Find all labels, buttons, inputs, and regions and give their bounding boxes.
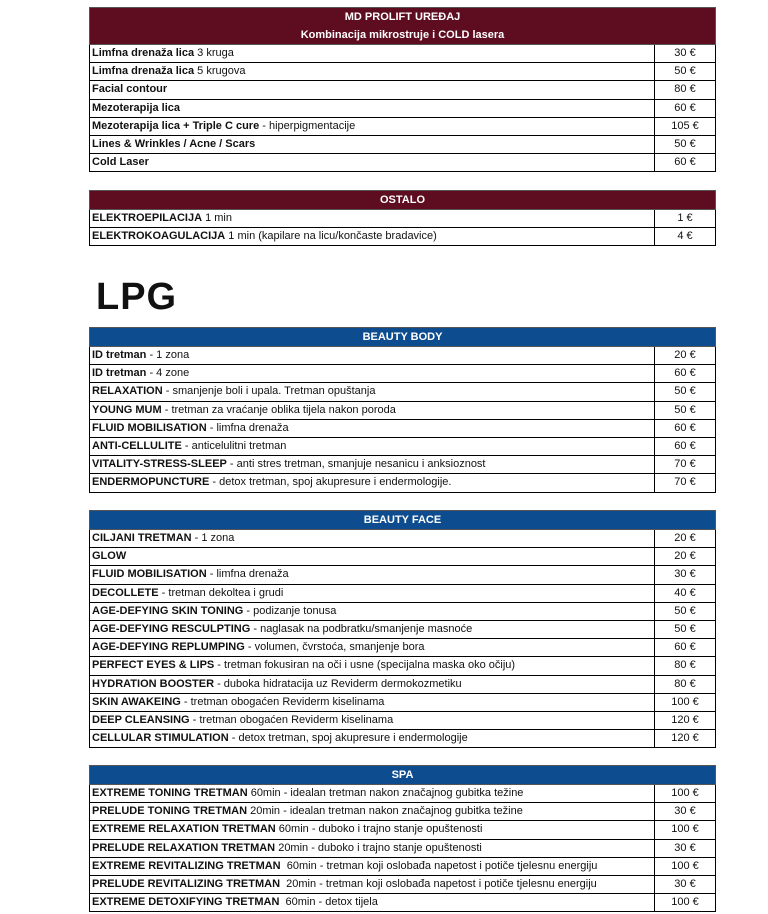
treatment-price: 105 €	[654, 118, 715, 135]
treatment-description	[90, 821, 654, 838]
treatment-description	[90, 365, 654, 382]
price-row	[89, 456, 716, 474]
treatment-description	[90, 548, 654, 565]
treatment-price: 30 €	[654, 803, 715, 820]
price-row	[89, 676, 716, 694]
treatment-price: 100 €	[654, 894, 715, 911]
treatment-price: 60 €	[654, 420, 715, 437]
spa-table	[89, 765, 716, 912]
treatment-price: 100 €	[654, 821, 715, 838]
treatment-name: Limfna drenaža lica	[92, 47, 195, 59]
treatment-name: Lines & Wrinkles / Acne / Scars	[92, 137, 256, 150]
price-row	[89, 840, 716, 858]
treatment-name: FLUID MOBILISATION	[92, 421, 207, 434]
treatment-price: 100 €	[654, 858, 715, 875]
price-row	[89, 730, 716, 748]
md-prolift-title: MD PROLIFT UREĐAJ	[344, 11, 461, 23]
treatment-detail: - hiperpigmentacije	[259, 119, 356, 132]
treatment-detail: - limfna drenaža	[206, 568, 289, 581]
treatment-name: YOUNG MUM	[92, 403, 162, 416]
treatment-detail: - tretman obogaćen Reviderm kiselinama	[180, 695, 385, 708]
treatment-description	[90, 639, 654, 656]
treatment-description	[90, 694, 654, 711]
treatment-detail: 20min - tretman koji oslobađa napetost i potiče tjelesnu energiju	[280, 877, 597, 890]
treatment-name: ID tretman	[92, 367, 147, 380]
treatment-price: 30 €	[654, 566, 715, 583]
price-row	[89, 639, 716, 657]
treatment-description	[90, 603, 654, 620]
spa-header	[89, 765, 716, 785]
treatment-detail: - detox tretman, spoj akupresure i endermologije	[228, 732, 468, 745]
treatment-price: 20 €	[654, 548, 715, 565]
treatment-name: AGE-DEFYING SKIN TONING	[92, 604, 244, 617]
treatment-description	[90, 210, 654, 227]
treatment-price: 50 €	[654, 383, 715, 400]
treatment-detail: 60min - tretman koji oslobađa napetost i potiče tjelesnu energiju	[280, 859, 598, 872]
beauty-body-table	[89, 327, 716, 493]
treatment-price: 50 €	[654, 621, 715, 638]
price-row	[89, 383, 716, 401]
treatment-detail: - naglasak na podbratku/smanjenje masnoće	[250, 622, 473, 635]
price-row	[89, 876, 716, 894]
ostalo-rows	[89, 210, 716, 246]
treatment-detail: - 1 zona	[146, 349, 190, 361]
treatment-name: ANTI-CELLULITE	[92, 439, 182, 452]
treatment-name: ELEKTROKOAGULACIJA	[92, 230, 226, 243]
price-row	[89, 566, 716, 584]
treatment-price: 40 €	[654, 585, 715, 602]
price-row	[89, 210, 716, 228]
treatment-price: 80 €	[654, 657, 715, 674]
treatment-detail: 60min - detox tijela	[279, 896, 378, 909]
treatment-name: PERFECT EYES & LIPS	[92, 659, 215, 672]
spa-title: SPA	[391, 769, 414, 781]
price-row	[89, 585, 716, 603]
price-row	[89, 154, 716, 172]
treatment-detail: 1 min (kapilare na licu/končaste bradavice)	[225, 230, 437, 243]
treatment-description	[90, 228, 654, 245]
ostalo-table	[89, 190, 716, 246]
treatment-detail: 20min - idealan tretman nakon značajnog gubitka težine	[247, 805, 523, 818]
ostalo-header	[89, 190, 716, 210]
treatment-price: 30 €	[654, 876, 715, 893]
price-row	[89, 100, 716, 118]
treatment-name: PRELUDE TONING TRETMAN	[92, 805, 248, 818]
treatment-description	[90, 530, 654, 547]
treatment-price: 60 €	[654, 100, 715, 117]
treatment-description	[90, 876, 654, 893]
treatment-detail: - 1 zona	[191, 532, 235, 544]
treatment-price: 1 €	[654, 210, 715, 227]
treatment-name: RELAXATION	[92, 385, 163, 398]
price-row	[89, 474, 716, 492]
treatment-description	[90, 45, 654, 62]
treatment-description	[90, 383, 654, 400]
treatment-price: 20 €	[654, 347, 715, 364]
treatment-description	[90, 785, 654, 802]
treatment-description	[90, 118, 654, 135]
treatment-description	[90, 154, 654, 171]
treatment-name: Mezoterapija lica	[92, 101, 181, 114]
treatment-description	[90, 474, 654, 491]
treatment-name: CELLULAR STIMULATION	[92, 732, 229, 745]
treatment-detail: 60min - duboko i trajno stanje opuštenosti	[275, 823, 483, 836]
treatment-description	[90, 840, 654, 857]
price-row	[89, 118, 716, 136]
price-row	[89, 63, 716, 81]
treatment-name: PRELUDE RELAXATION TRETMAN	[92, 841, 276, 854]
treatment-description	[90, 894, 654, 911]
md-prolift-subtitle: Kombinacija mikrostruje i COLD lasera	[300, 29, 505, 41]
beauty-face-title: BEAUTY FACE	[363, 514, 442, 526]
treatment-price: 30 €	[654, 840, 715, 857]
treatment-name: GLOW	[92, 550, 127, 563]
treatment-price: 60 €	[654, 365, 715, 382]
treatment-detail: 20min - duboko i trajno stanje opuštenosti	[275, 841, 482, 854]
treatment-detail: 60min - idealan tretman nakon značajnog gubitka težine	[247, 787, 524, 799]
treatment-detail: 3 kruga	[194, 47, 234, 59]
treatment-name: EXTREME DETOXIFYING TRETMAN	[92, 896, 280, 909]
treatment-price: 70 €	[654, 474, 715, 491]
treatment-price: 50 €	[654, 63, 715, 80]
treatment-description	[90, 803, 654, 820]
treatment-description	[90, 402, 654, 419]
treatment-detail: - anticelulitni tretman	[181, 439, 287, 452]
price-row	[89, 785, 716, 803]
price-row	[89, 81, 716, 99]
treatment-description	[90, 136, 654, 153]
price-row	[89, 694, 716, 712]
treatment-price: 100 €	[654, 785, 715, 802]
beauty-face-rows	[89, 530, 716, 748]
treatment-price: 50 €	[654, 402, 715, 419]
spa-rows	[89, 785, 716, 912]
price-row	[89, 228, 716, 246]
treatment-name: Facial contour	[92, 83, 168, 96]
treatment-price: 30 €	[654, 45, 715, 62]
price-row	[89, 438, 716, 456]
treatment-name: FLUID MOBILISATION	[92, 568, 207, 581]
treatment-name: PRELUDE REVITALIZING TRETMAN	[92, 877, 281, 890]
treatment-detail: - podizanje tonusa	[243, 604, 337, 617]
treatment-detail: 5 krugova	[194, 65, 246, 78]
treatment-detail: - anti stres tretman, smanjuje nesanicu i anksioznost	[226, 458, 486, 471]
price-row	[89, 712, 716, 730]
price-row	[89, 45, 716, 63]
treatment-detail: - detox tretman, spoj akupresure i endermologije.	[209, 476, 452, 489]
beauty-body-title: BEAUTY BODY	[362, 331, 443, 343]
treatment-price: 50 €	[654, 136, 715, 153]
price-row	[89, 365, 716, 383]
md-prolift-header	[89, 7, 716, 45]
treatment-description	[90, 63, 654, 80]
treatment-description	[90, 347, 654, 364]
beauty-face-header	[89, 510, 716, 530]
treatment-price: 70 €	[654, 456, 715, 473]
treatment-name: Mezoterapija lica + Triple C cure	[92, 119, 260, 132]
treatment-price: 80 €	[654, 676, 715, 693]
price-row	[89, 821, 716, 839]
price-row	[89, 803, 716, 821]
treatment-detail: - 4 zone	[146, 367, 190, 380]
treatment-detail: - tretman za vraćanje oblika tijela nakon poroda	[161, 403, 396, 416]
treatment-detail: - smanjenje boli i upala. Tretman opuštanja	[162, 385, 376, 398]
beauty-face-table	[89, 510, 716, 748]
treatment-price: 60 €	[654, 154, 715, 171]
treatment-price: 80 €	[654, 81, 715, 98]
treatment-name: ELEKTROEPILACIJA	[92, 212, 203, 224]
treatment-description	[90, 81, 654, 98]
treatment-description	[90, 100, 654, 117]
treatment-description	[90, 858, 654, 875]
treatment-name: Limfna drenaža lica	[92, 65, 195, 78]
price-row	[89, 657, 716, 675]
treatment-name: Cold Laser	[92, 156, 149, 169]
treatment-detail: - limfna drenaža	[206, 421, 289, 434]
treatment-price: 100 €	[654, 694, 715, 711]
treatment-name: AGE-DEFYING REPLUMPING	[92, 641, 245, 654]
treatment-price: 50 €	[654, 603, 715, 620]
treatment-name: VITALITY-STRESS-SLEEP	[92, 458, 227, 471]
treatment-price: 60 €	[654, 639, 715, 656]
treatment-name: EXTREME TONING TRETMAN	[92, 787, 248, 799]
price-row	[89, 402, 716, 420]
md-prolift-table	[89, 7, 716, 172]
price-row	[89, 621, 716, 639]
beauty-body-rows	[89, 347, 716, 493]
treatment-name: EXTREME RELAXATION TRETMAN	[92, 823, 276, 836]
treatment-detail: 1 min	[202, 212, 232, 224]
price-row	[89, 420, 716, 438]
beauty-body-header	[89, 327, 716, 347]
treatment-description	[90, 657, 654, 674]
treatment-detail: - tretman dekoltea i grudi	[158, 586, 284, 599]
treatment-name: DECOLLETE	[92, 586, 159, 599]
treatment-name: DEEP CLEANSING	[92, 713, 190, 726]
treatment-description	[90, 420, 654, 437]
treatment-name: EXTREME REVITALIZING TRETMAN	[92, 859, 281, 872]
treatment-detail: - volumen, čvrstoća, smanjenje bora	[244, 641, 425, 654]
price-row	[89, 548, 716, 566]
ostalo-title: OSTALO	[379, 194, 425, 206]
treatment-name: ID tretman	[92, 349, 147, 361]
treatment-price: 4 €	[654, 228, 715, 245]
treatment-name: HYDRATION BOOSTER	[92, 677, 215, 690]
treatment-name: CILJANI TRETMAN	[92, 532, 192, 544]
price-row	[89, 603, 716, 621]
treatment-description	[90, 676, 654, 693]
treatment-description	[90, 730, 654, 747]
treatment-description	[90, 566, 654, 583]
treatment-name: SKIN AWAKEING	[92, 695, 181, 708]
price-row	[89, 347, 716, 365]
price-row	[89, 530, 716, 548]
treatment-price: 60 €	[654, 438, 715, 455]
treatment-description	[90, 456, 654, 473]
lpg-heading: LPG	[96, 276, 178, 318]
treatment-detail: - tretman fokusiran na oči i usne (specijalna maska oko očiju)	[214, 659, 516, 672]
treatment-detail: - duboka hidratacija uz Reviderm dermokozmetiku	[214, 677, 462, 690]
treatment-price: 120 €	[654, 712, 715, 729]
price-row	[89, 858, 716, 876]
md-prolift-rows	[89, 45, 716, 172]
treatment-detail: - tretman obogaćen Reviderm kiselinama	[189, 713, 394, 726]
treatment-description	[90, 585, 654, 602]
price-row	[89, 894, 716, 912]
treatment-price: 20 €	[654, 530, 715, 547]
treatment-description	[90, 621, 654, 638]
price-row	[89, 136, 716, 154]
treatment-description	[90, 712, 654, 729]
treatment-name: ENDERMOPUNCTURE	[92, 476, 210, 489]
treatment-description	[90, 438, 654, 455]
treatment-price: 120 €	[654, 730, 715, 747]
treatment-name: AGE-DEFYING RESCULPTING	[92, 622, 251, 635]
